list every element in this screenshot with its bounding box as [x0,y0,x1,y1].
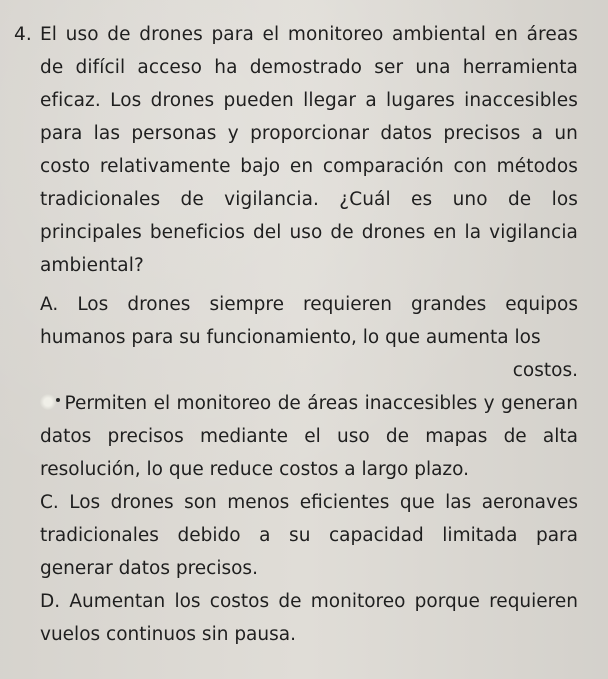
question-number: 4. [14,24,32,45]
option-c-letter: C. [40,492,59,513]
option-a-text: Los drones siempre requieren grandes equipos humanos para su funcionamiento, lo que aumenta los [40,294,578,348]
selected-mark-icon [40,394,56,410]
option-d-letter: D. [40,591,61,612]
question-block [14,18,578,282]
option-c-text: Los drones son menos eficientes que las aeronaves tradicionales debido a su capacidad limitada para generar datos precisos. [40,492,578,579]
option-d[interactable] [40,585,578,651]
option-b-text: Permiten el monitoreo de áreas inaccesibles y generan datos precisos mediante el uso de mapas de alta resolución, lo que reduce costos a largo plazo. [40,393,578,480]
option-c[interactable] [40,486,578,585]
option-a-letter: A. [40,294,59,315]
answer-options [40,288,578,651]
option-a-tail-row [40,354,578,387]
option-a[interactable] [40,288,578,387]
option-d-text: Aumentan los costos de monitoreo porque requieren vuelos continuos sin pausa. [40,591,578,645]
option-a-tail: costos. [512,360,578,381]
option-b[interactable] [40,387,578,486]
question-text: El uso de drones para el monitoreo ambiental en áreas de difícil acceso ha demostrado ser una herramienta eficaz. Los drones pueden llegar a lugares inaccesibles para las personas y proporcionar datos precisos a un costo relativamente bajo en comparación con métodos tradicionales de vigilancia. ¿Cuál es uno de los principales beneficios del uso de drones en la vigilancia ambiental? [40,24,578,276]
